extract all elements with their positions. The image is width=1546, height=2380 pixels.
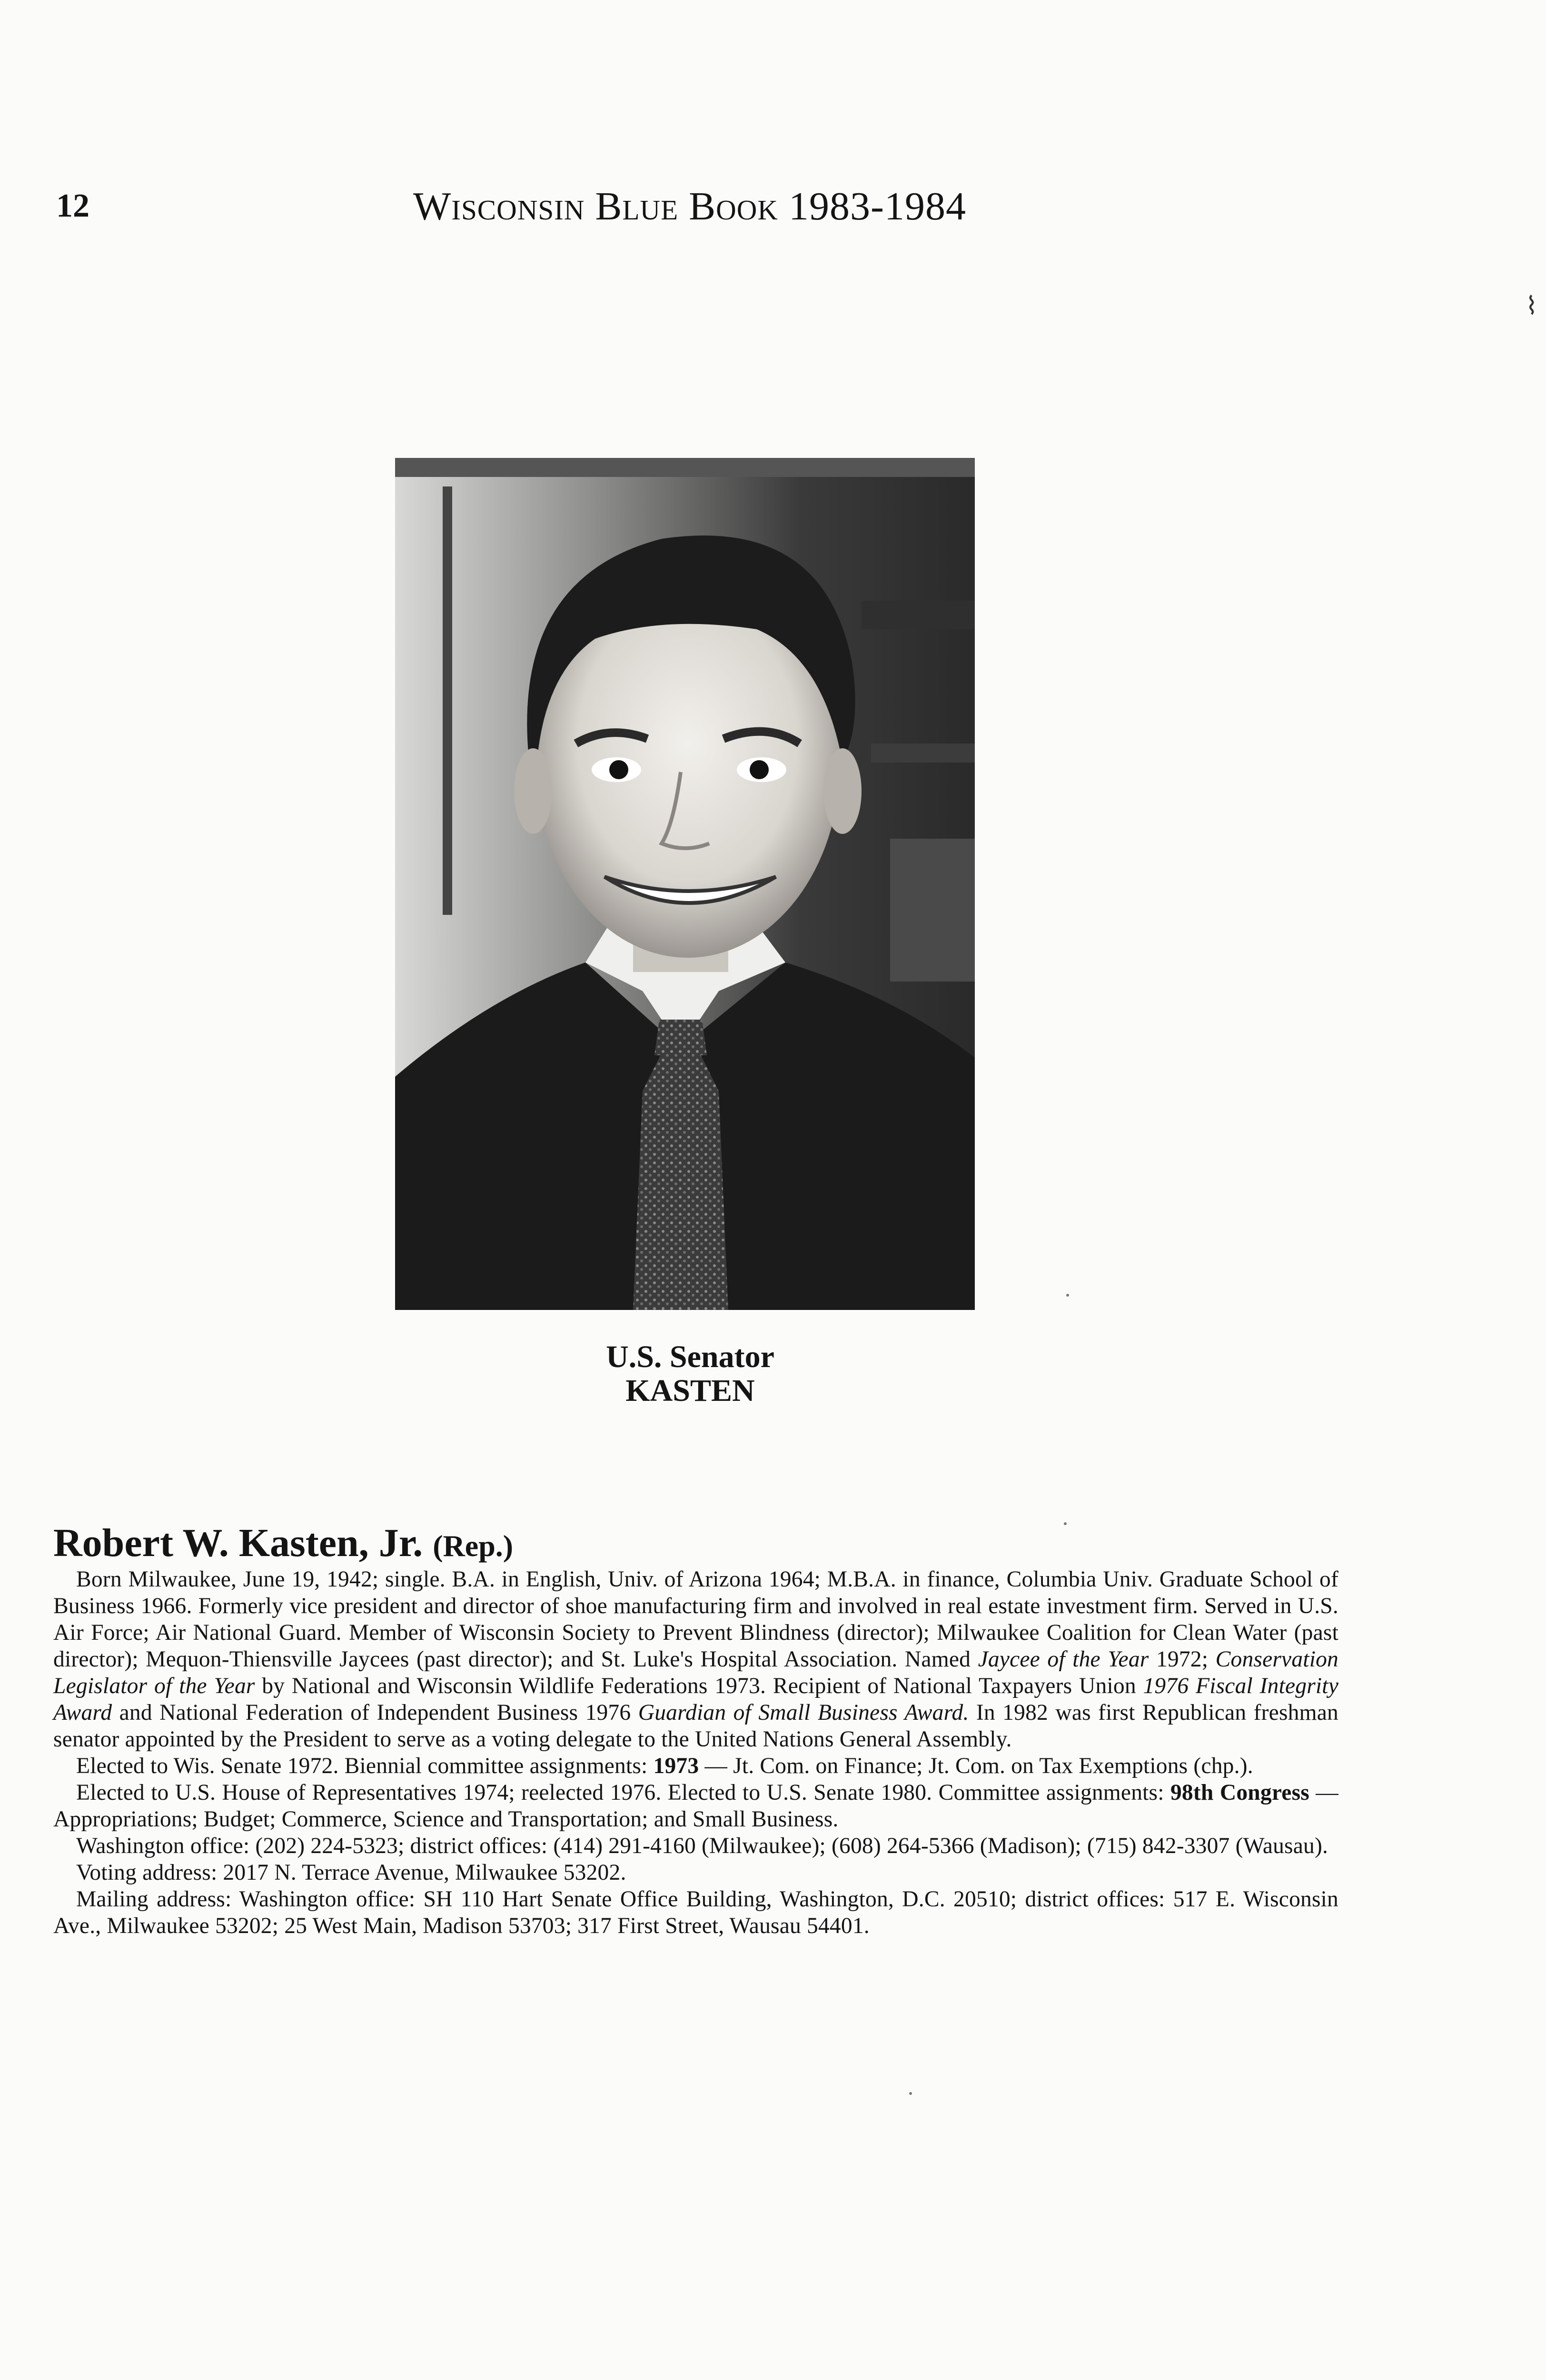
stray-mark: ⌇: [1526, 293, 1538, 320]
bio-party: (Rep.): [433, 1529, 514, 1563]
session-year: 1973: [653, 1754, 699, 1779]
caption-surname: KASTEN: [625, 1373, 755, 1408]
bio-paragraph-congress: [53, 1779, 1338, 1833]
biography: [53, 1522, 1338, 1939]
title-b: B: [585, 184, 623, 228]
scan-speck: [909, 2092, 912, 2095]
title-w: W: [413, 184, 452, 228]
bio-text: In 1982 was first Republican freshman senator appointed by the President to serve as a voting delegate to the United Nations General Assembly.: [53, 1700, 1338, 1752]
bio-text: — Jt. Com. on Finance; Jt. Com. on Tax Exemptions (chp.).: [699, 1754, 1253, 1779]
title-lue: lue: [622, 184, 679, 228]
bio-text: by National and Wisconsin Wildlife Federations 1973. Recipient of National Taxpayers Union: [255, 1674, 1143, 1699]
bio-text: Elected to U.S. House of Representatives 1974; reelected 1976. Elected to U.S. Senate 1980. Committee assignments:: [76, 1780, 1170, 1805]
bio-paragraph-background: [53, 1566, 1338, 1753]
bio-paragraph-voting-address: Voting address: 2017 N. Terrace Avenue, Milwaukee 53202.: [76, 1860, 626, 1885]
title-b2: B: [678, 184, 716, 228]
award-title: Conservation Legislator of the Year: [53, 1647, 1338, 1699]
senator-portrait-photo: [395, 458, 975, 1310]
scan-speck: [1066, 1294, 1069, 1297]
bio-text: 1972;: [1149, 1647, 1216, 1672]
scan-speck: [1064, 1522, 1067, 1525]
bio-paragraph-offices: Washington office: (202) 224-5323; district offices: (414) 291-4160 (Milwaukee); (608) 264-5366 (Madison); (715) 842-3307 (Wausau).: [76, 1834, 1328, 1859]
caption-title: U.S. Senator: [606, 1339, 774, 1374]
bio-text: Born Milwaukee, June 19, 1942; single. B.A. in English, Univ. of Arizona 1964; M.B.A. in finance, Columbia Univ. Graduate School of Business 1966. Formerly vice president and director of shoe manufacturing firm and involved in real estate investment firm. Served in U.S. Air Force; Air National Guard. Member of Wisconsin Society to Prevent Blindness (director); Milwaukee Coalition for Clean Water (past director); Mequon-Thiensville Jaycees (past director); and St. Luke's Hospital Association. Named: [53, 1567, 1338, 1672]
title-ook: ook: [716, 184, 778, 228]
award-title: Guardian of Small Business Award.: [638, 1700, 969, 1726]
title-years: 1983-1984: [778, 184, 966, 228]
bio-paragraph-mailing-address: Mailing address: Washington office: SH 110 Hart Senate Office Building, Washington, D.C. 20510; district offices: 517 E. Wisconsin Ave., Milwaukee 53202; 25 West Main, Madison 53703; 317 First Street, Wausau 54401.: [53, 1887, 1338, 1939]
bio-name: Robert W. Kasten, Jr.: [53, 1521, 423, 1565]
award-title: Jaycee of the Year: [978, 1647, 1149, 1672]
running-title: [413, 184, 966, 228]
bio-text: and National Federation of Independent Business 1976: [112, 1700, 638, 1726]
page-number: 12: [56, 188, 89, 224]
title-isconsin: isconsin: [451, 184, 585, 228]
award-title: 1976 Fiscal Integrity Award: [53, 1674, 1338, 1726]
bio-paragraph-state-senate: [53, 1753, 1338, 1779]
bio-heading: [53, 1522, 1338, 1564]
bio-text: — Appropriations; Budget; Commerce, Science and Transportation; and Small Business.: [53, 1780, 1338, 1832]
congress-session: 98th Congress: [1170, 1780, 1309, 1805]
portrait-icon: [395, 458, 975, 1310]
bio-text: Elected to Wis. Senate 1972. Biennial committee assignments:: [76, 1754, 654, 1779]
photo-caption: [505, 1340, 876, 1408]
